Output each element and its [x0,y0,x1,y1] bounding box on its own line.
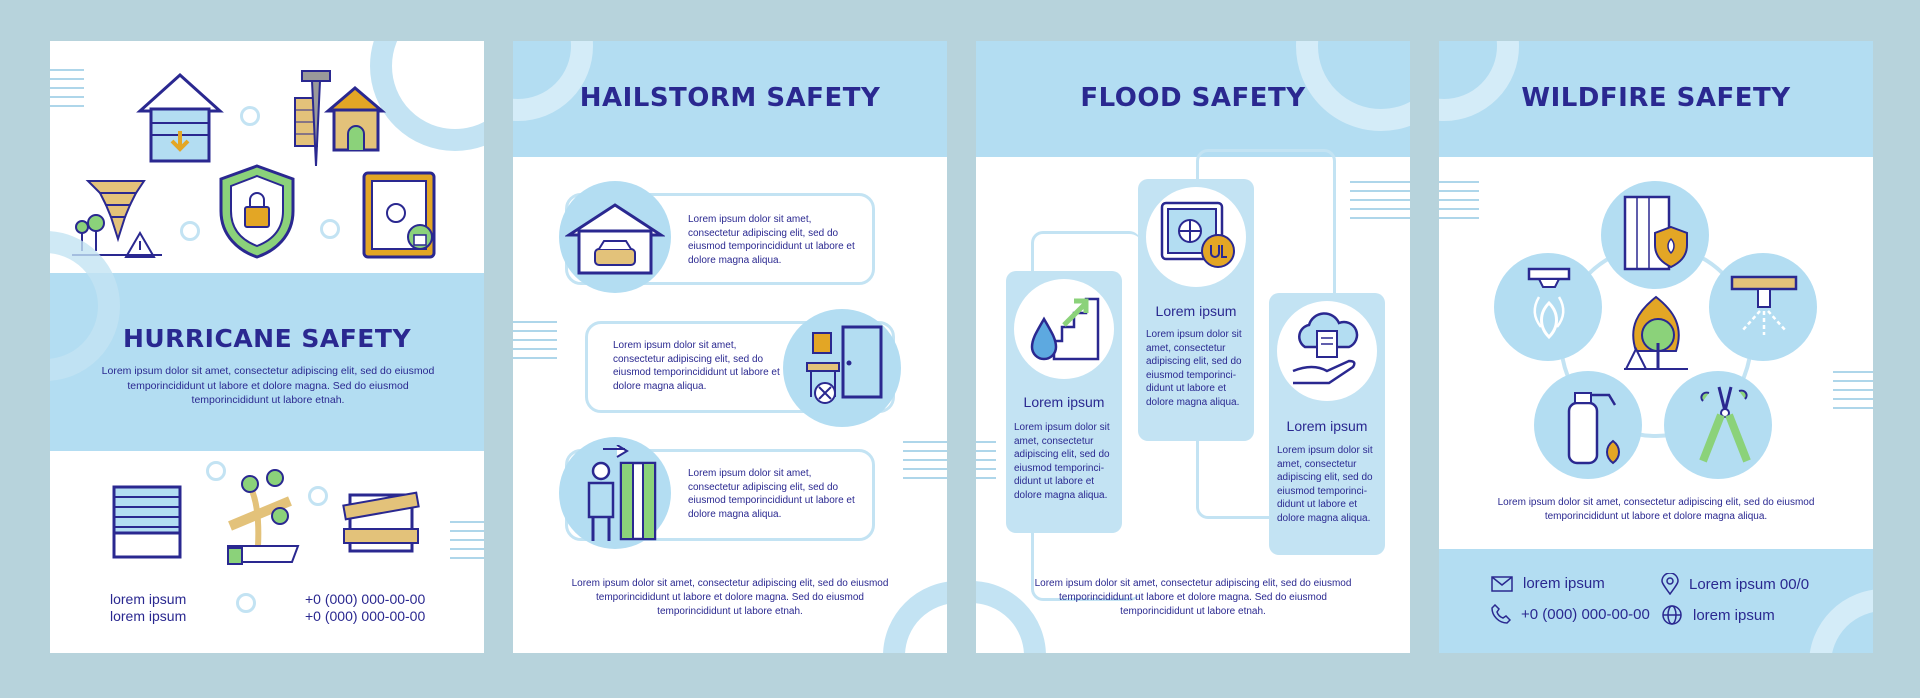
intro-text: Lorem ipsum dolor sit amet, consectetur adipiscing elit, sed do eiusmod temporincididunt ut labore et dolore magna aliqua. [1497,497,1815,522]
hurricane-brochure [50,41,484,653]
contact-label: lorem ipsum [110,591,187,607]
contact-web [1661,604,1775,626]
column-heading: Lorem ipsum [1286,418,1368,434]
window-blinds-icon [110,481,185,561]
mail-icon [1491,576,1513,592]
page-title: HURRICANE SAFETY [122,324,412,353]
column-text: Lorem ipsum dolor sit amet, consectetur adipiscing elit, sed do eiusmod temporinci-didunt ut labore et dolore magna aliqua. [1146,329,1242,408]
dot-decoration [240,106,260,126]
contact-band [1439,549,1873,653]
location-pin-icon [1661,573,1679,595]
dot-decoration [180,221,200,241]
garage-car-icon [565,201,665,276]
fireproof-wall-icon [1617,191,1697,281]
dot-decoration [320,219,340,239]
nail-house-icon [290,66,390,171]
tip-text: Lorem ipsum dolor sit amet, consectetur adipiscing elit, sed do eiusmod temporincididunt ut labore et dolore magna aliqua. [688,214,855,266]
contact-label: lorem ipsum [110,608,187,624]
phone-value: +0 (000) 000-00-00 [1521,605,1650,623]
tip-text: Lorem ipsum dolor sit amet, consectetur adipiscing elit, sed do eiusmod temporincididunt ut labore et dolore magna aliqua. [613,340,780,392]
column-text: Lorem ipsum dolor sit amet, consectetur adipiscing elit, sed do eiusmod temporinci-didunt ut labore et dolore magna aliqua. [1014,422,1110,501]
stripe-decoration [1350,181,1410,226]
stripe-decoration [450,521,484,566]
page-title: HAILSTORM SAFETY [579,83,881,113]
page-title: FLOOD SAFETY [1080,83,1306,113]
tree-saw-icon [220,466,305,576]
sprinkler-icon [1724,269,1804,349]
contact-location [1661,573,1809,595]
house-garage-icon [135,69,225,169]
ul-safe-icon [1156,197,1238,277]
location-value: Lorem ipsum 00/0 [1689,575,1810,593]
stripe-decoration [513,321,557,366]
hailstorm-brochure [513,41,947,653]
smoke-detector-icon [1509,263,1589,353]
stripe-decoration [50,69,84,114]
dot-decoration [206,461,226,481]
globe-icon [1661,604,1683,626]
column-heading: Lorem ipsum [1155,303,1237,319]
contact-phone [1491,604,1650,624]
column-text: Lorem ipsum dolor sit amet, consectetur adipiscing elit, sed do eiusmod temporinci-didunt ut labore et dolore magna aliqua. [1277,445,1373,524]
fire-extinguisher-icon [1551,381,1631,471]
intro-text: Lorem ipsum dolor sit amet, consectetur adipiscing elit, sed do eiusmod temporincididunt ut labore et dolore magna. Sed do eiusmod temporincididunt ut labore etnah. [101,365,435,406]
wildfire-brochure [1439,41,1873,653]
phone-icon [1491,604,1511,624]
contact-phone: +0 (000) 000-00-00 [305,608,426,624]
safe-lock-icon [360,169,442,264]
tip-text: Lorem ipsum dolor sit amet, consectetur adipiscing elit, sed do eiusmod temporincididunt ut labore et dolore magna aliqua. [688,468,855,520]
flood-brochure [976,41,1410,653]
column-heading: Lorem ipsum [1023,394,1105,410]
cloud-document-icon [1287,311,1367,391]
footer-text: Lorem ipsum dolor sit amet, consectetur adipiscing elit, sed do eiusmod temporincididunt ut labore et dolore magna. Sed do eiusmod temporincididunt ut labore etnah. [1034,578,1352,617]
pruning-shears-icon [1681,381,1761,471]
forest-fire-icon [1624,291,1689,376]
stripe-decoration [1833,371,1873,416]
stripe-decoration [903,441,947,486]
stripe-decoration [976,441,996,486]
boarded-window-icon [340,481,425,561]
shield-lock-icon [215,161,300,261]
footer-text: Lorem ipsum dolor sit amet, consectetur adipiscing elit, sed do eiusmod temporincididunt ut labore et dolore magna. Sed do eiusmod temporincididunt ut labore etnah. [571,578,889,617]
person-curtain-icon [573,445,663,545]
web-value: lorem ipsum [1693,606,1775,624]
dot-decoration [308,486,328,506]
email-value: lorem ipsum [1523,575,1605,592]
contact-email [1491,575,1605,592]
water-stairs-icon [1024,289,1104,369]
page-title: WILDFIRE SAFETY [1521,83,1791,113]
closet-door-icon [797,321,892,416]
stripe-decoration [1439,181,1479,226]
dot-decoration [236,593,256,613]
contact-phone: +0 (000) 000-00-00 [305,591,426,607]
